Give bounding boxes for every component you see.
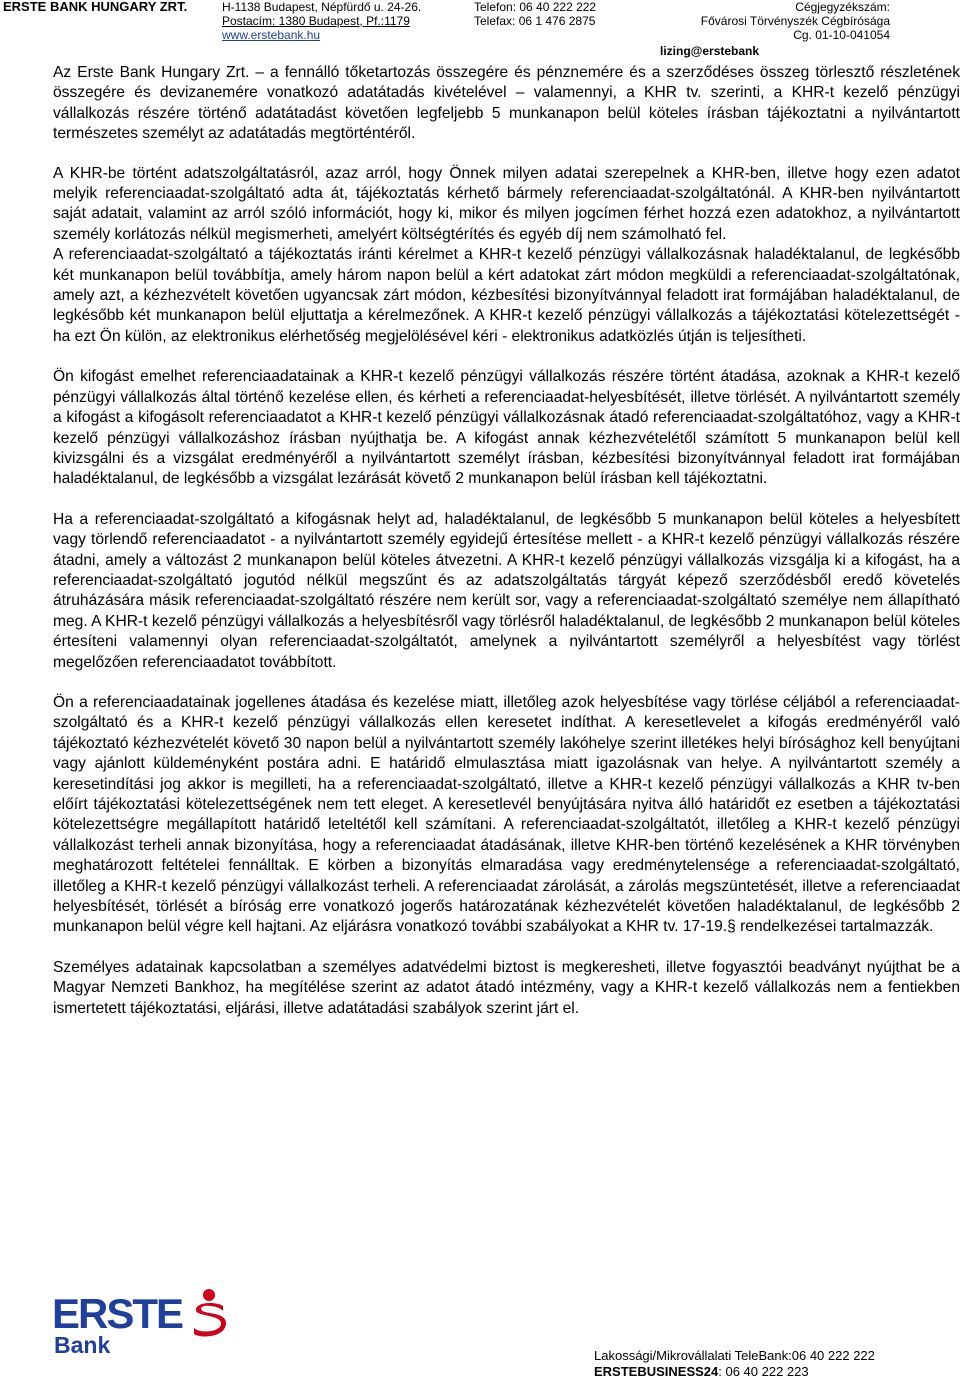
paragraph-objection: Ön kifogást emelhet referenciaadatainak a KHR-t kezelő pénzügyi vállalkozás részére történt átadása, azoknak a KHR-t kezelő pénzügyi vállalkozás által történő kezelése ellen, és kérheti a referenciaadat-helyesbítését, illetve törlését. A nyilvántartott személy a kifogást a kifogásolt referenciaadatot a KHR-t kezelő pénzügyi vállalkozásnak átadó referenciaadat-szolgáltatóhoz, vagy a KHR-t kezelő pénzügyi vállalkozáshoz írásban nyújthatja be. A kifogást annak kézhezvételétől számított 5 munkanapon belül kell kivizsgálni és a vizsgálat eredményéről a nyilvántartott személyt írásban, kézbesítési bizonyítvánnyal feladott irat formájában haladéktalanul, de legkésőbb a vizsgálat lezárását követő 2 munkanapon belül írásban kell tájékoztatni. [53,368,960,488]
business-line [594,1364,875,1380]
logo-wordmark: ERSTE [52,1290,183,1337]
email-address: lizing@erstebank [660,44,760,58]
erste-logo [52,1288,230,1366]
registration-label: Cégjegyzékszám: [795,0,890,14]
paragraph-legal-action: Ön a referenciaadatainak jogellenes átadása és kezelése miatt, illetőleg azok helyesbítése vagy törlése céljából a referenciaadat-szolgáltató és a KHR-t kezelő pénzügyi vállalkozás ellen keresetet indíthat. A keresetlevelet a kifogás eredményéről való tájékoztató kézhezvételét követő 30 napon belül a nyilvántartott személy lakóhelye szerint illetékes helyi bírósághoz kell benyújtani vagy ajánlott küldeményként postára adni. E határidő elmulasztása miatt igazolásnak van helye. A nyilvántartott személy a keresetindítási jog akkor is megilleti, ha a referenciaadat-szolgáltató, illetve a KHR-t kezelő pénzügyi vállalkozás a KHR tv-ben előírt tájékoztatási kötelezettségének nem tett eleget. A keresetlevél benyújtására nyitva álló határidőt ez esetben a tájékoztatási kötelezettségre megállapított határidő leteltétől kell számítani. A referenciaadat-szolgáltatót, illetőleg a KHR-t kezelő pénzügyi vállalkozást terheli annak bizonyítása, hogy a referenciaadat átadásának, illetve KHR-ben történő kezelésének a KHR törvényben meghatározott feltételei fennálltak. E körben a bizonyítás elmaradása vagy eredménytelensége a referenciaadat-szolgáltató, illetőleg a KHR-t kezelő pénzügyi vállalkozást terheli. A referenciaadat zárolását, a zárolás megszüntetését, illetve a referenciaadat helyesbítését, törlését a bíróság erre vonatkozó jogerős határozatának kézhezvételét követően haladéktalanul, de legkésőbb 2 munkanapon belül végre kell hajtani. Az eljárásra vonatkozó további szabályokat a KHR tv. 17-19.§ rendelkezései tartalmazzák. [53,693,960,936]
paragraph-intro: Az Erste Bank Hungary Zrt. – a fennálló tőketartozás összegére és pénznemére és a szerződéses összeg törlesztő részletének összegére és devizanemére vonatkozó adatátadás kivételével – valamennyi, a KHR tv. szerinti, a KHR-t kezelő pénzügyi vállalkozás részére történő adatátadást követően legfeljebb 5 munkanapon belül köteles írásban tájékoztatni a nyilvántartott természetes személyt az adatátadás megtörténtéről. [53,64,960,143]
address-block [222,0,421,42]
website-link[interactable]: www.erstebank.hu [222,28,321,42]
letterhead [0,0,960,62]
contact-block [474,0,596,28]
phone-number: Telefon: 06 40 222 222 [474,0,597,14]
company-name: ERSTE BANK HUNGARY ZRT. [3,0,188,14]
court-name: Fővárosi Törvényszék Cégbírósága [700,14,890,28]
logo-s-mark-icon [190,1288,228,1338]
street-address: H-1138 Budapest, Népfürdő u. 24-26. [222,0,422,14]
registration-block [672,0,890,42]
telebank-number: Lakossági/Mikrovállalati TeleBank:06 40 222 222 [594,1348,875,1363]
paragraph-data-provision: A KHR-be történt adatszolgáltatásról, azaz arról, hogy Önnek milyen adatai szerepelnek a KHR-ben, illetve hogy ezen adatot melyik referenciaadat-szolgáltató adta át, tájékoztatás kérhető bármely referenciaadat-szolgáltatónál. A KHR-ben nyilvántartott saját adatait, valamint az arról szóló információt, hogy ki, mikor és milyen jogcímen férhet hozzá ezen adatokhoz, a nyilvántartott személy korlátozás nélkül megismerheti, amelyért költségtérítés és egyéb díj nem számolható fel. A referenciaadat-szolgáltató a tájékoztatás iránti kérelmet a KHR-t kezelő pénzügyi vállalkozásnak haladéktalanul, de legkésőbb két munkanapon belül továbbítja, amely három napon belül a kért adatokat zárt módon megküldi a referenciaadat-szolgáltatónak, amely azt, a kézhezvételt követően ugyancsak zárt módon, kézbesítési bizonyítvánnyal feladott irat formájában haladéktalanul, de legkésőbb két munkanapon belül eljuttatja a kérelmezőnek. A KHR-t kezelő pénzügyi vállalkozás a tájékoztatási kötelezettségét - ha ezt Ön külön, az elektronikus elérhetőség megjelölésével kéri - elektronikus adatközlés útján is teljesítheti. [53,164,960,345]
fax-number: Telefax: 06 1 476 2875 [474,14,596,28]
logo-subtext: Bank [54,1332,111,1358]
business-number: : 06 40 222 223 [718,1364,809,1379]
postal-address: Postacím: 1380 Budapest, Pf.:1179 [222,14,410,28]
footer-contact [594,1348,875,1380]
business-brand: ERSTEBUSINESS24 [594,1364,719,1379]
registration-number: Cg. 01-10-041054 [793,28,890,42]
document-body [53,63,960,1039]
paragraph-correction: Ha a referenciaadat-szolgáltató a kifogásnak helyt ad, haladéktalanul, de legkésőbb 5 munkanapon belül köteles a helyesbített vagy törlendő referenciaadatot - a nyilvántartott személy egyidejű értesítése mellett - a KHR-t kezelő pénzügyi vállalkozás részére átadni, amely a változást 2 munkanapon belül köteles átvezetni. A KHR-t kezelő pénzügyi vállalkozás vizsgálja ki a kifogást, ha a referenciaadat-szolgáltató jogutód nélkül megszűnt és az adatszolgáltatás tárgyát képező szerződésből eredő követelés átruházására másik referenciaadat-szolgáltató részére nem került sor, vagy a referenciaadat-szolgáltató személye nem állapítható meg. A KHR-t kezelő pénzügyi vállalkozás a helyesbítésről vagy törlésről haladéktalanul, de legkésőbb 2 munkanapon belül köteles értesíteni valamennyi olyan referenciaadat-szolgáltatót, amelynek a nyilvántartott személyről a helyesbítést vagy törlést megelőzően referenciaadatot továbbított. [53,510,960,671]
paragraph-data-protection: Személyes adatainak kapcsolatban a személyes adatvédelmi biztost is megkeresheti, illetve fogyasztói beadványt nyújthat be a Magyar Nemzeti Bankhoz, ha megítélése szerint az adatot átadó intézmény, vagy a KHR-t kezelő vállalkozás nem a fentiekben ismertetett tájékoztatási, eljárási, illetve adatátadási szabályok szerint járt el. [53,958,960,1017]
